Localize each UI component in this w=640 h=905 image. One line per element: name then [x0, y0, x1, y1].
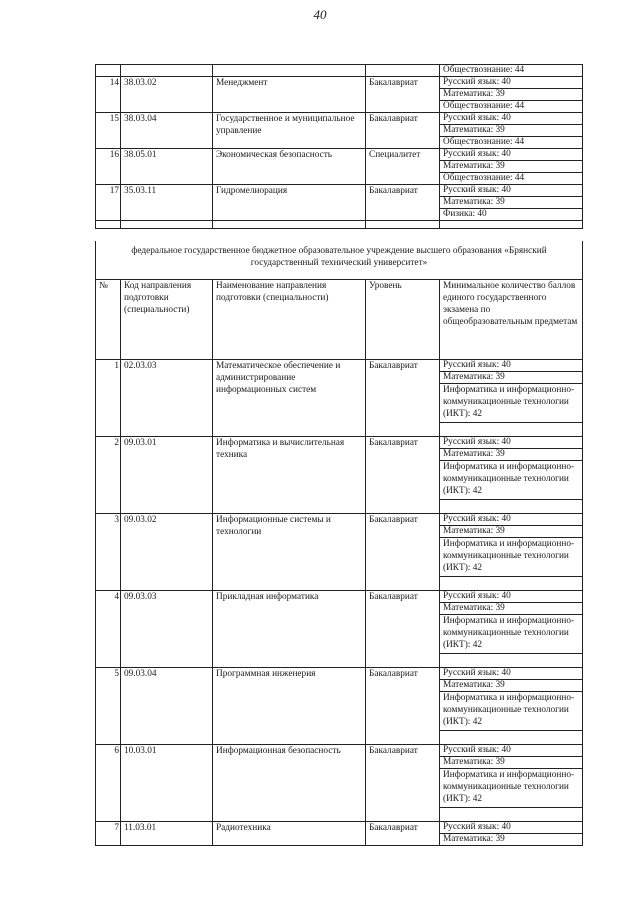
- exam-cell: Информатика и информационно-коммуникационные технологии (ИКТ): 42: [440, 384, 583, 423]
- row-number: 15: [96, 113, 121, 149]
- admission-table-bgtu: [95, 241, 583, 846]
- row-number: 6: [96, 745, 121, 822]
- program-name: Прикладная информатика: [213, 591, 366, 668]
- program-name: Математическое обеспечение и администрирование информационных систем: [213, 360, 366, 437]
- education-level: Бакалавриат: [366, 437, 440, 514]
- program-code: 09.03.04: [121, 668, 213, 745]
- table-row: [96, 745, 583, 757]
- exam-cell: Математика: 39: [440, 449, 583, 461]
- row-number: 7: [96, 822, 121, 846]
- exam-cell: Математика: 39: [440, 372, 583, 384]
- exam-cell: Информатика и информационно-коммуникационные технологии (ИКТ): 42: [440, 461, 583, 500]
- exam-cell: Русский язык: 40: [440, 113, 583, 125]
- header-num: №: [96, 280, 121, 360]
- program-name: Менеджмент: [213, 77, 366, 113]
- exam-cell: Информатика и информационно-коммуникационные технологии (ИКТ): 42: [440, 615, 583, 654]
- exam-cell: Русский язык: 40: [440, 437, 583, 449]
- row-number: 14: [96, 77, 121, 113]
- program-name: Государственное и муниципальное управление: [213, 113, 366, 149]
- header-exams: Минимальное количество баллов единого государственного экзамена по общеобразовательным предметам: [440, 280, 583, 360]
- exam-cell: Русский язык: 40: [440, 591, 583, 603]
- program-name: Программная инженерия: [213, 668, 366, 745]
- row-number: 17: [96, 185, 121, 221]
- education-level: Бакалавриат: [366, 113, 440, 149]
- exam-cell: Русский язык: 40: [440, 822, 583, 834]
- exam-cell: Русский язык: 40: [440, 514, 583, 526]
- admission-table-continued: [95, 64, 583, 229]
- education-level: Бакалавриат: [366, 514, 440, 591]
- exam-cell: Математика: 39: [440, 161, 583, 173]
- exam-cell: Информатика и информационно-коммуникационные технологии (ИКТ): 42: [440, 538, 583, 577]
- institution-title: федеральное государственное бюджетное образовательное учреждение высшего образования «Брянский государственный технический университет»: [96, 241, 583, 280]
- exam-cell: Информатика и информационно-коммуникационные технологии (ИКТ): 42: [440, 769, 583, 808]
- exam-cell: Русский язык: 40: [440, 77, 583, 89]
- exam-cell: Математика: 39: [440, 603, 583, 615]
- program-name: Информатика и вычислительная техника: [213, 437, 366, 514]
- program-name: Информационная безопасность: [213, 745, 366, 822]
- education-level: Бакалавриат: [366, 77, 440, 113]
- table-row: [96, 514, 583, 526]
- exam-cell: Обществознание: 44: [440, 137, 583, 149]
- exam-cell: Русский язык: 40: [440, 668, 583, 680]
- table-header-row: [96, 280, 583, 360]
- row-number: 5: [96, 668, 121, 745]
- row-number: 2: [96, 437, 121, 514]
- program-code: 09.03.02: [121, 514, 213, 591]
- program-code: 09.03.03: [121, 591, 213, 668]
- education-level: Бакалавриат: [366, 745, 440, 822]
- program-code: 35.03.11: [121, 185, 213, 221]
- exam-cell: Математика: 39: [440, 680, 583, 692]
- exam-cell: Русский язык: 40: [440, 360, 583, 372]
- header-level: Уровень: [366, 280, 440, 360]
- exam-cell: Обществознание: 44: [440, 173, 583, 185]
- exam-cell: Математика: 39: [440, 89, 583, 101]
- institution-row: [96, 241, 583, 280]
- program-name: Радиотехника: [213, 822, 366, 846]
- row-number: 1: [96, 360, 121, 437]
- table-row: [96, 668, 583, 680]
- education-level: Бакалавриат: [366, 591, 440, 668]
- header-name: Наименование направления подготовки (специальности): [213, 280, 366, 360]
- exam-cell: Математика: 39: [440, 834, 583, 846]
- table-row: [96, 360, 583, 372]
- program-code: 38.03.02: [121, 77, 213, 113]
- row-number: 3: [96, 514, 121, 591]
- table-row: [96, 822, 583, 834]
- exam-cell: Математика: 39: [440, 125, 583, 137]
- program-code: 38.05.01: [121, 149, 213, 185]
- table-row: [96, 149, 583, 161]
- program-code: 38.03.04: [121, 113, 213, 149]
- program-code: 02.03.03: [121, 360, 213, 437]
- education-level: Бакалавриат: [366, 668, 440, 745]
- exam-cell: Русский язык: 40: [440, 149, 583, 161]
- exam-cell: Математика: 39: [440, 197, 583, 209]
- row-number: 16: [96, 149, 121, 185]
- program-name: Экономическая безопасность: [213, 149, 366, 185]
- row-number: 4: [96, 591, 121, 668]
- table-row: [96, 113, 583, 125]
- program-name: Гидромелиорация: [213, 185, 366, 221]
- program-code: 09.03.01: [121, 437, 213, 514]
- exam-cell: Информатика и информационно-коммуникационные технологии (ИКТ): 42: [440, 692, 583, 731]
- exam-cell: Математика: 39: [440, 526, 583, 538]
- page-number: 40: [313, 7, 327, 22]
- table-row: [96, 65, 583, 77]
- table-row: [96, 77, 583, 89]
- header-code: Код направления подготовки (специальности): [121, 280, 213, 360]
- education-level: Специалитет: [366, 149, 440, 185]
- education-level: Бакалавриат: [366, 185, 440, 221]
- exam-cell: Обществознание: 44: [440, 101, 583, 113]
- program-name: Информационные системы и технологии: [213, 514, 366, 591]
- exam-cell: Русский язык: 40: [440, 185, 583, 197]
- exam-cell: Математика: 39: [440, 757, 583, 769]
- table-row: [96, 185, 583, 197]
- exam-cell: Обществознание: 44: [440, 65, 583, 77]
- table-row: [96, 591, 583, 603]
- table-row: [96, 437, 583, 449]
- exam-cell: Русский язык: 40: [440, 745, 583, 757]
- program-code: 10.03.01: [121, 745, 213, 822]
- exam-cell: Физика: 40: [440, 209, 583, 221]
- program-code: 11.03.01: [121, 822, 213, 846]
- education-level: Бакалавриат: [366, 360, 440, 437]
- education-level: Бакалавриат: [366, 822, 440, 846]
